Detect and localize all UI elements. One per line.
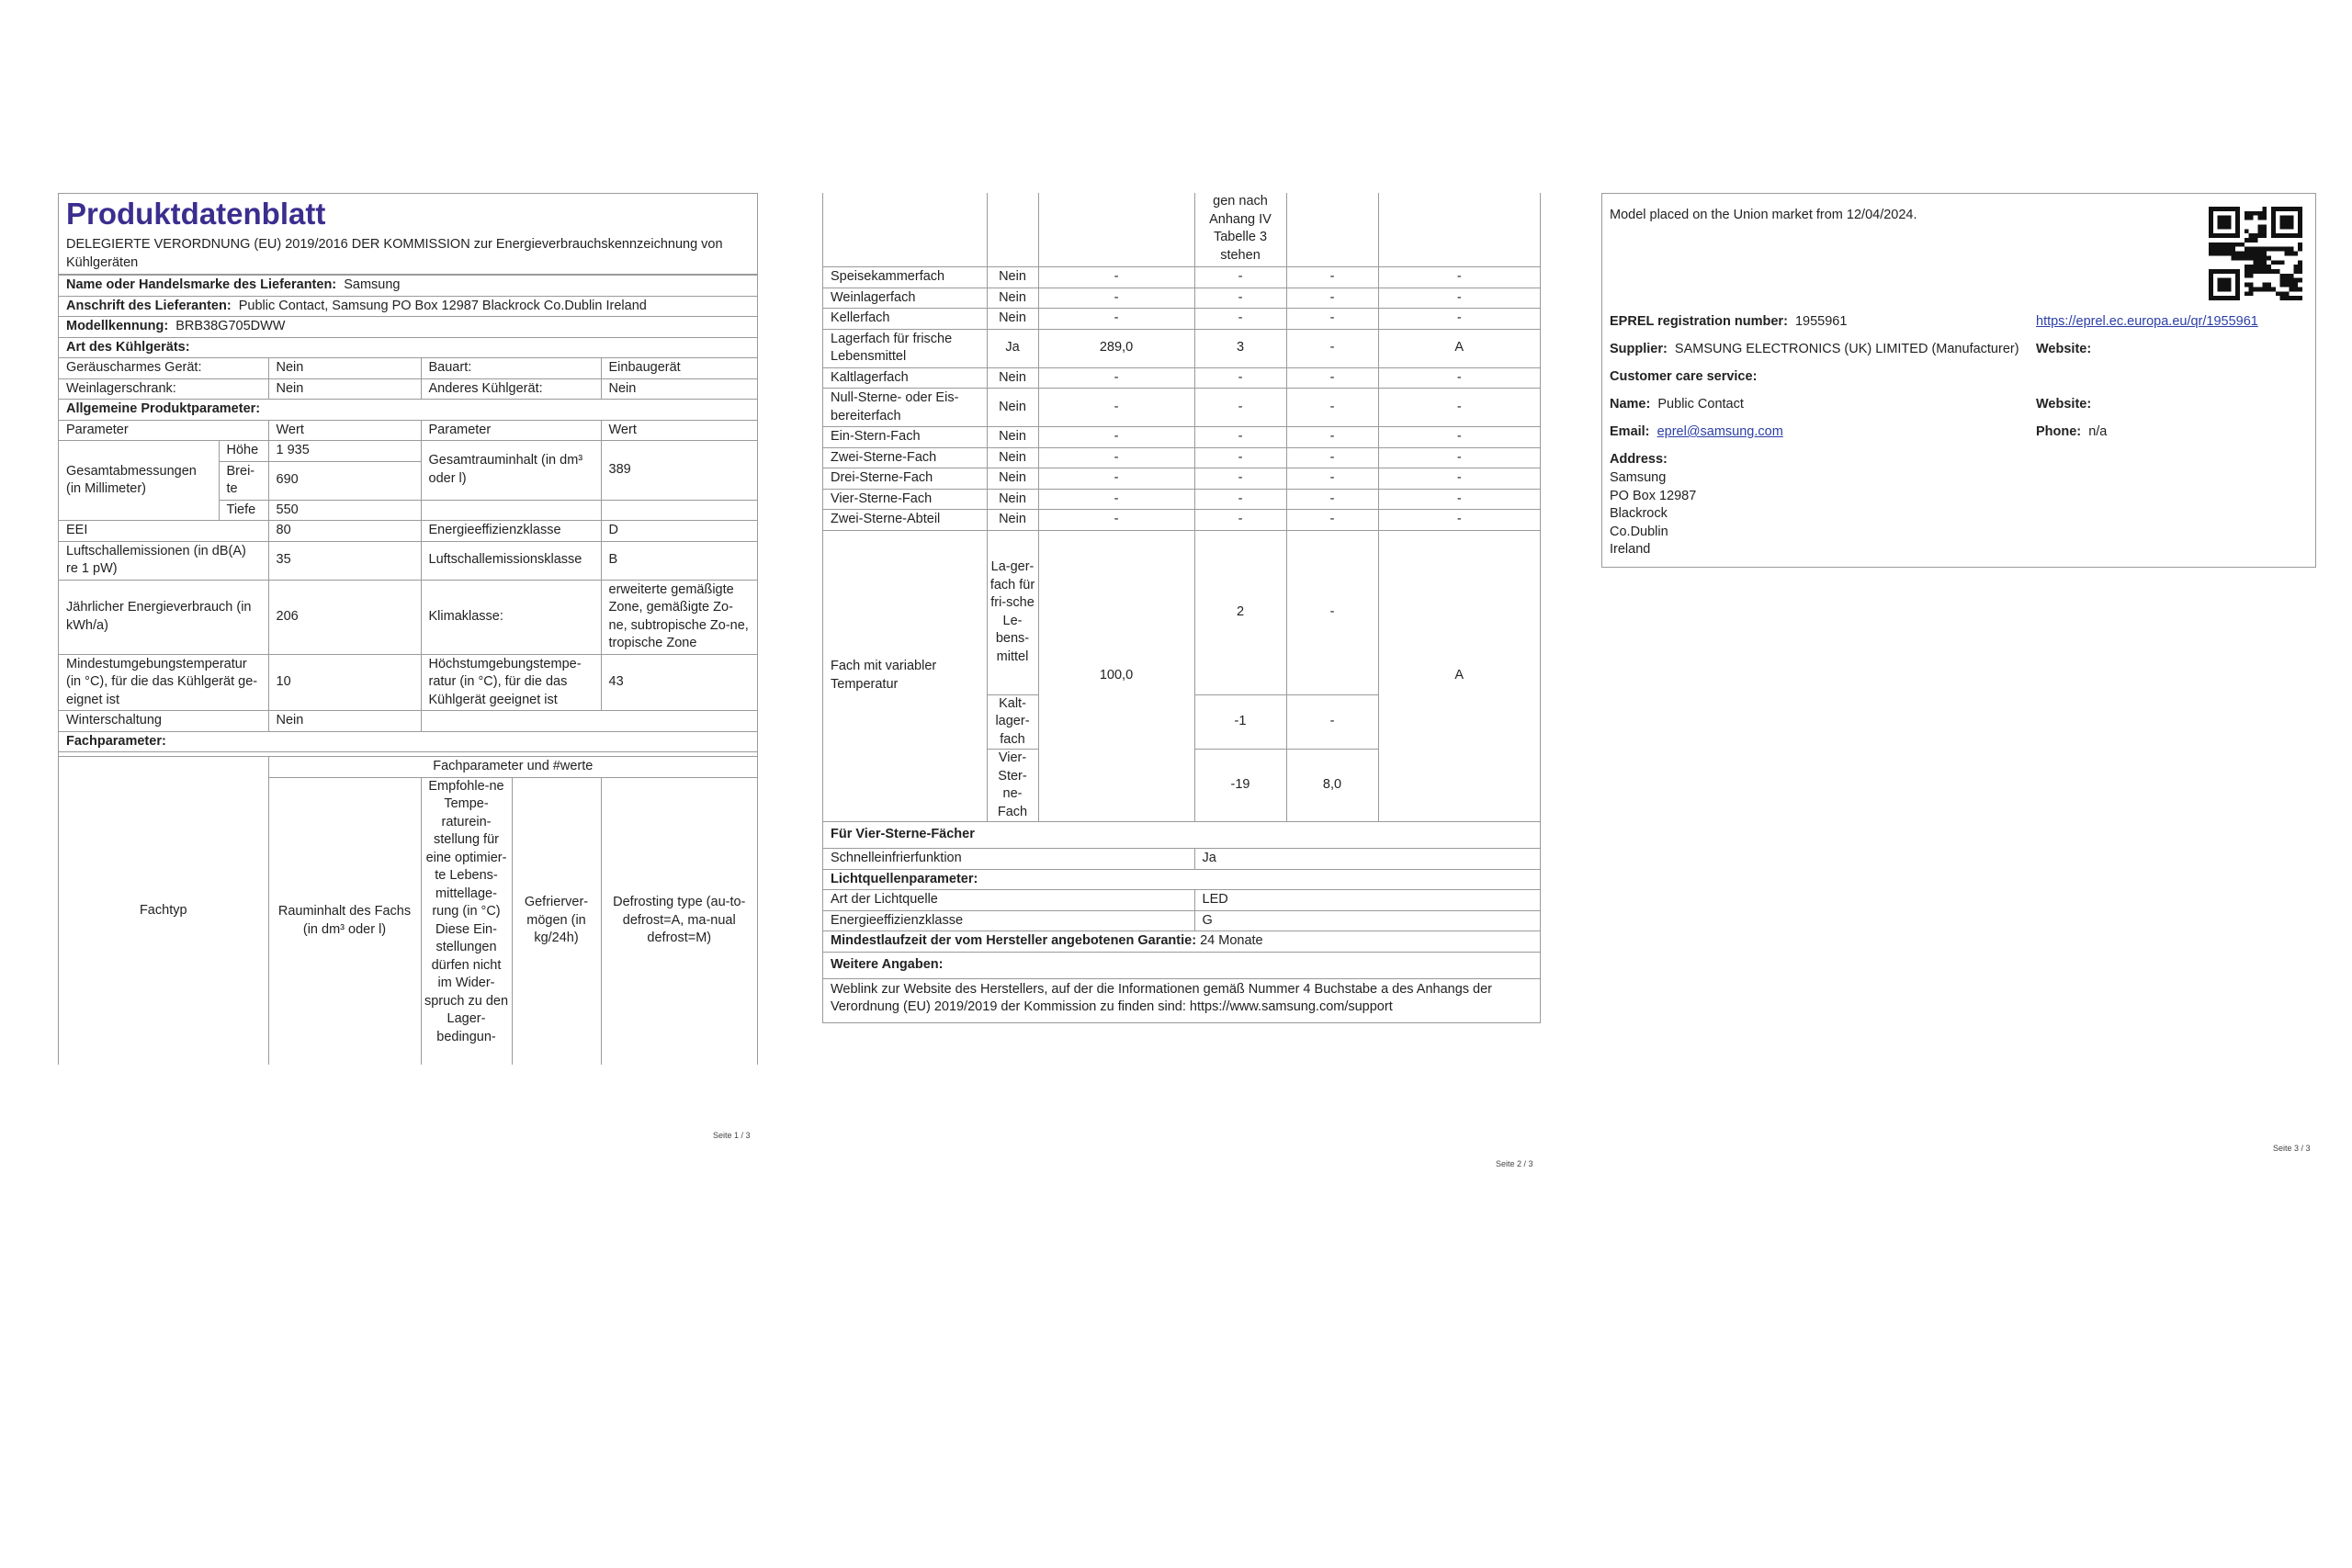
compartment-row — [823, 489, 1540, 510]
supplier-value: SAMSUNG ELECTRONICS (UK) LIMITED (Manufacturer) — [1674, 342, 2019, 356]
compartment-row — [823, 389, 1540, 427]
compartment-type: Ein-Stern-Fach — [823, 427, 987, 448]
col-value-2: Wert — [601, 420, 757, 441]
col-freeze-capacity: Gefrierver-mögen (in kg/24h) — [512, 777, 601, 1065]
compartment-present: Nein — [987, 288, 1038, 309]
variable-four-star-freeze: 8,0 — [1286, 750, 1378, 822]
compartment-present: Nein — [987, 309, 1038, 330]
width-label: Brei-te — [219, 461, 268, 500]
min-temp-value: 10 — [268, 654, 421, 711]
variable-four-star-temp: -19 — [1194, 750, 1286, 822]
compartment-rows — [823, 267, 1540, 531]
compartment-freeze: - — [1286, 427, 1378, 448]
width-value: 690 — [268, 461, 421, 500]
address-label: Address: — [1610, 452, 1668, 467]
compartment-defrost: - — [1378, 288, 1540, 309]
compartment-present: Nein — [987, 468, 1038, 490]
compartment-present: Nein — [987, 447, 1038, 468]
email-link[interactable]: eprel@samsung.com — [1657, 424, 1783, 439]
warranty-label: Mindestlaufzeit der vom Hersteller angebotenen Garantie: — [831, 933, 1197, 948]
compartment-temp: - — [1194, 267, 1286, 288]
compartment-volume: 289,0 — [1038, 329, 1194, 367]
compartment-temp: - — [1194, 447, 1286, 468]
compartment-freeze: - — [1286, 489, 1378, 510]
compartment-table — [823, 193, 1540, 1023]
other-appliance-value: Nein — [601, 378, 757, 400]
height-label: Höhe — [219, 441, 268, 462]
noise-class-label: Luftschallemissionsklasse — [421, 541, 601, 580]
compartment-row — [823, 329, 1540, 367]
empty-cell — [421, 500, 601, 521]
compartment-row — [823, 367, 1540, 389]
model-label: Modellkennung: — [66, 319, 169, 333]
winter-value: Nein — [268, 711, 421, 732]
compartment-defrost: - — [1378, 367, 1540, 389]
compartment-present: Nein — [987, 489, 1038, 510]
other-appliance-label: Anderes Kühlgerät: — [421, 378, 601, 400]
eei-label: EEI — [59, 521, 268, 542]
compartment-present: Nein — [987, 427, 1038, 448]
compartment-type: Lagerfach für frische Lebensmittel — [823, 329, 987, 367]
compartment-freeze: - — [1286, 329, 1378, 367]
recommended-temp-header-cont: gen nach Anhang IV Tabelle 3 stehen — [1194, 193, 1286, 267]
min-temp-label: Mindestumgebungstemperatur (in °C), für die das Kühlgerät ge-eignet ist — [59, 654, 268, 711]
regulation-subtitle: DELEGIERTE VERORDNUNG (EU) 2019/2016 DER KOMMISSION zur Energieverbrauchskennzeichnung von Kühlgeräten — [66, 237, 723, 270]
four-star-header: Für Vier-Sterne-Fächer — [823, 822, 1540, 849]
compartment-freeze: - — [1286, 309, 1378, 330]
phone-label: Phone: — [2036, 424, 2082, 439]
compartment-defrost: - — [1378, 389, 1540, 427]
compartment-defrost: - — [1378, 468, 1540, 490]
compartment-volume: - — [1038, 510, 1194, 531]
supplier-name-label: Name oder Handelsmarke des Lieferanten: — [66, 277, 337, 292]
warranty-row — [823, 931, 1540, 953]
address-line: Ireland — [1610, 542, 1651, 557]
col-recommended-temp: Empfohle-ne Tempe-raturein-stellung für eine optimier-te Lebens-mittellage-rung (in °C) Diese Ein-stellungen dürfen nicht im Wider-spruch zu den Lager-bedingun- — [421, 777, 512, 1065]
variable-temp-label: Fach mit variabler Temperatur — [823, 530, 987, 822]
volume-label: Gesamtrauminhalt (in dm³ oder l) — [421, 441, 601, 501]
compartment-volume: - — [1038, 389, 1194, 427]
col-compartment-type: Fachtyp — [59, 757, 268, 1065]
noise-value: 35 — [268, 541, 421, 580]
compartment-defrost: - — [1378, 267, 1540, 288]
empty-cell — [421, 711, 757, 732]
light-class-label: Energieeffizienzklasse — [823, 910, 1194, 931]
compartment-volume: - — [1038, 427, 1194, 448]
empty-cell — [987, 193, 1038, 267]
address-line: Samsung — [1610, 470, 1667, 485]
empty-cell — [1378, 193, 1540, 267]
page-title: Produktdatenblatt — [66, 197, 326, 231]
compartment-volume: - — [1038, 468, 1194, 490]
compartment-temp: - — [1194, 489, 1286, 510]
compartment-type: Speisekammerfach — [823, 267, 987, 288]
compartment-freeze: - — [1286, 447, 1378, 468]
care-label: Customer care service: — [1610, 369, 1758, 384]
compartment-defrost: - — [1378, 427, 1540, 448]
compartment-present: Nein — [987, 267, 1038, 288]
compartment-volume: - — [1038, 309, 1194, 330]
website-label-2: Website: — [2036, 397, 2092, 412]
annual-consumption-value: 206 — [268, 580, 421, 654]
fast-freeze-value: Ja — [1194, 849, 1540, 870]
col-param: Parameter — [59, 420, 268, 441]
compartment-type: Zwei-Sterne-Fach — [823, 447, 987, 468]
depth-label: Tiefe — [219, 500, 268, 521]
col-defrost-type: Defrosting type (au-to-defrost=A, ma-nual defrost=M) — [601, 777, 757, 1065]
website-label-1: Website: — [2036, 342, 2092, 356]
model-id: BRB38G705DWW — [175, 319, 286, 333]
page-1 — [58, 193, 758, 1065]
address-line: PO Box 12987 — [1610, 488, 1697, 503]
compartment-temp: - — [1194, 309, 1286, 330]
compartment-temp: - — [1194, 367, 1286, 389]
wine-cabinet-label: Weinlagerschrank: — [59, 378, 268, 400]
compartment-type: Null-Sterne- oder Eis-bereiterfach — [823, 389, 987, 427]
annual-consumption-label: Jährlicher Energieverbrauch (in kWh/a) — [59, 580, 268, 654]
noise-label: Luftschallemissionen (in dB(A) re 1 pW) — [59, 541, 268, 580]
compartment-temp: - — [1194, 427, 1286, 448]
compartment-type: Kaltlagerfach — [823, 367, 987, 389]
low-noise-value: Nein — [268, 358, 421, 379]
col-value: Wert — [268, 420, 421, 441]
variable-volume: 100,0 — [1038, 530, 1194, 822]
compartment-temp: - — [1194, 288, 1286, 309]
qr-code-icon[interactable] — [2209, 207, 2302, 300]
compartment-defrost: - — [1378, 309, 1540, 330]
fast-freeze-label: Schnelleinfrierfunktion — [823, 849, 1194, 870]
compartment-type: Drei-Sterne-Fach — [823, 468, 987, 490]
compartment-defrost: - — [1378, 510, 1540, 531]
warranty-value: 24 Monate — [1200, 933, 1263, 948]
design-value: Einbaugerät — [601, 358, 757, 379]
name-label: Name: — [1610, 397, 1651, 412]
variable-chill-temp: -1 — [1194, 694, 1286, 750]
low-noise-label: Geräuscharmes Gerät: — [59, 358, 268, 379]
depth-value: 550 — [268, 500, 421, 521]
compartment-row — [823, 309, 1540, 330]
compartment-freeze: - — [1286, 267, 1378, 288]
compartment-volume: - — [1038, 489, 1194, 510]
height-value: 1 935 — [268, 441, 421, 462]
energy-class-label: Energieeffizienzklasse — [421, 521, 601, 542]
variable-sub-chill: Kalt-lager-fach — [987, 694, 1038, 750]
empty-cell — [823, 193, 987, 267]
placed-on-market: Model placed on the Union market from 12/04/2024. — [1610, 208, 1917, 222]
compartment-type: Weinlagerfach — [823, 288, 987, 309]
eei-value: 80 — [268, 521, 421, 542]
page-number-1: Seite 1 / 3 — [713, 1131, 751, 1140]
compartment-row — [823, 468, 1540, 490]
contact-name-row — [1610, 396, 1744, 414]
compartment-temp: - — [1194, 389, 1286, 427]
supplier-address-label: Anschrift des Lieferanten: — [66, 298, 232, 313]
section-general-header: Allgemeine Produktparameter: — [59, 400, 757, 421]
empty-cell — [1286, 193, 1378, 267]
light-class-value: G — [1194, 910, 1540, 931]
empty-cell — [601, 500, 757, 521]
compartment-volume: - — [1038, 288, 1194, 309]
wine-cabinet-value: Nein — [268, 378, 421, 400]
compartment-temp: 3 — [1194, 329, 1286, 367]
compartment-row — [823, 510, 1540, 531]
noise-class-value: B — [601, 541, 757, 580]
compartment-type: Zwei-Sterne-Abteil — [823, 510, 987, 531]
variable-fresh-temp: 2 — [1194, 530, 1286, 694]
light-source-header: Lichtquellenparameter: — [823, 869, 1540, 890]
variable-sub-four-star: Vier-Ster-ne-Fach — [987, 750, 1038, 822]
compartment-freeze: - — [1286, 288, 1378, 309]
product-table — [59, 275, 757, 752]
supplier-name-row — [59, 276, 757, 297]
section-compartment-header: Fachparameter: — [59, 731, 757, 752]
supplier-address-row — [59, 296, 757, 317]
page-1-header — [59, 194, 757, 275]
page-number-3: Seite 3 / 3 — [2273, 1144, 2311, 1153]
phone-value: n/a — [2088, 424, 2108, 439]
email-label: Email: — [1610, 424, 1650, 439]
compartment-temp: - — [1194, 510, 1286, 531]
variable-defrost: A — [1378, 530, 1540, 822]
compartment-defrost: - — [1378, 489, 1540, 510]
max-temp-label: Höchstumgebungstempe-ratur (in °C), für die das Kühlgerät geeignet ist — [421, 654, 601, 711]
section-type-header: Art des Kühlgeräts: — [59, 337, 757, 358]
supplier-row — [1610, 341, 2019, 359]
energy-class-value: D — [601, 521, 757, 542]
name-value: Public Contact — [1657, 397, 1744, 412]
further-info-header: Weitere Angaben: — [823, 952, 1540, 978]
weblink-text: Weblink zur Website des Herstellers, auf der die Informationen gemäß Nummer 4 Buchstabe a des Anhangs der Verordnung (EU) 2019/2019 der Kommission zu finden sind: https://www.samsung.com/support — [823, 978, 1540, 1022]
compartment-freeze: - — [1286, 367, 1378, 389]
compartment-volume: - — [1038, 267, 1194, 288]
volume-value: 389 — [601, 441, 757, 501]
compartment-volume: - — [1038, 367, 1194, 389]
compartment-present: Nein — [987, 510, 1038, 531]
compartment-header-table — [59, 756, 757, 1065]
page-3 — [1601, 193, 2316, 568]
eprel-link[interactable]: https://eprel.ec.europa.eu/qr/1955961 — [2036, 314, 2258, 329]
compartment-freeze: - — [1286, 510, 1378, 531]
compartment-values-header: Fachparameter und #werte — [268, 757, 757, 778]
empty-cell — [1038, 193, 1194, 267]
address-block — [1610, 469, 1696, 559]
variable-sub-fresh: La-ger-fach für fri-sche Le-bens-mittel — [987, 530, 1038, 694]
compartment-row — [823, 427, 1540, 448]
address-line: Co.Dublin — [1610, 524, 1668, 539]
variable-fresh-freeze: - — [1286, 530, 1378, 694]
eprel-label: EPREL registration number: — [1610, 314, 1788, 329]
compartment-row — [823, 288, 1540, 309]
eprel-number: 1955961 — [1794, 314, 1848, 329]
email-row — [1610, 423, 1783, 442]
climate-class-value: erweiterte gemäßigte Zone, gemäßigte Zo-ne, subtropische Zo-ne, tropische Zone — [601, 580, 757, 654]
supplier-label: Supplier: — [1610, 342, 1668, 356]
phone-row — [2036, 423, 2107, 442]
page-2 — [822, 193, 1541, 1023]
compartment-defrost: A — [1378, 329, 1540, 367]
eprel-row — [1610, 313, 1847, 332]
compartment-temp: - — [1194, 468, 1286, 490]
variable-chill-freeze: - — [1286, 694, 1378, 750]
winter-label: Winterschaltung — [59, 711, 268, 732]
compartment-row — [823, 267, 1540, 288]
compartment-defrost: - — [1378, 447, 1540, 468]
compartment-type: Kellerfach — [823, 309, 987, 330]
compartment-row — [823, 447, 1540, 468]
compartment-freeze: - — [1286, 389, 1378, 427]
compartment-type: Vier-Sterne-Fach — [823, 489, 987, 510]
design-label: Bauart: — [421, 358, 601, 379]
climate-class-label: Klimaklasse: — [421, 580, 601, 654]
col-param-2: Parameter — [421, 420, 601, 441]
col-volume: Rauminhalt des Fachs (in dm³ oder l) — [268, 777, 421, 1065]
page-number-2: Seite 2 / 3 — [1496, 1159, 1533, 1168]
model-row — [59, 317, 757, 338]
address-line: Blackrock — [1610, 506, 1668, 521]
light-type-label: Art der Lichtquelle — [823, 890, 1194, 911]
supplier-address: Public Contact, Samsung PO Box 12987 Blackrock Co.Dublin Ireland — [238, 298, 647, 313]
compartment-present: Ja — [987, 329, 1038, 367]
compartment-present: Nein — [987, 367, 1038, 389]
compartment-present: Nein — [987, 389, 1038, 427]
compartment-freeze: - — [1286, 468, 1378, 490]
light-type-value: LED — [1194, 890, 1540, 911]
max-temp-value: 43 — [601, 654, 757, 711]
compartment-volume: - — [1038, 447, 1194, 468]
dimensions-label: Gesamtabmessungen (in Millimeter) — [59, 441, 219, 521]
supplier-name: Samsung — [344, 277, 401, 292]
